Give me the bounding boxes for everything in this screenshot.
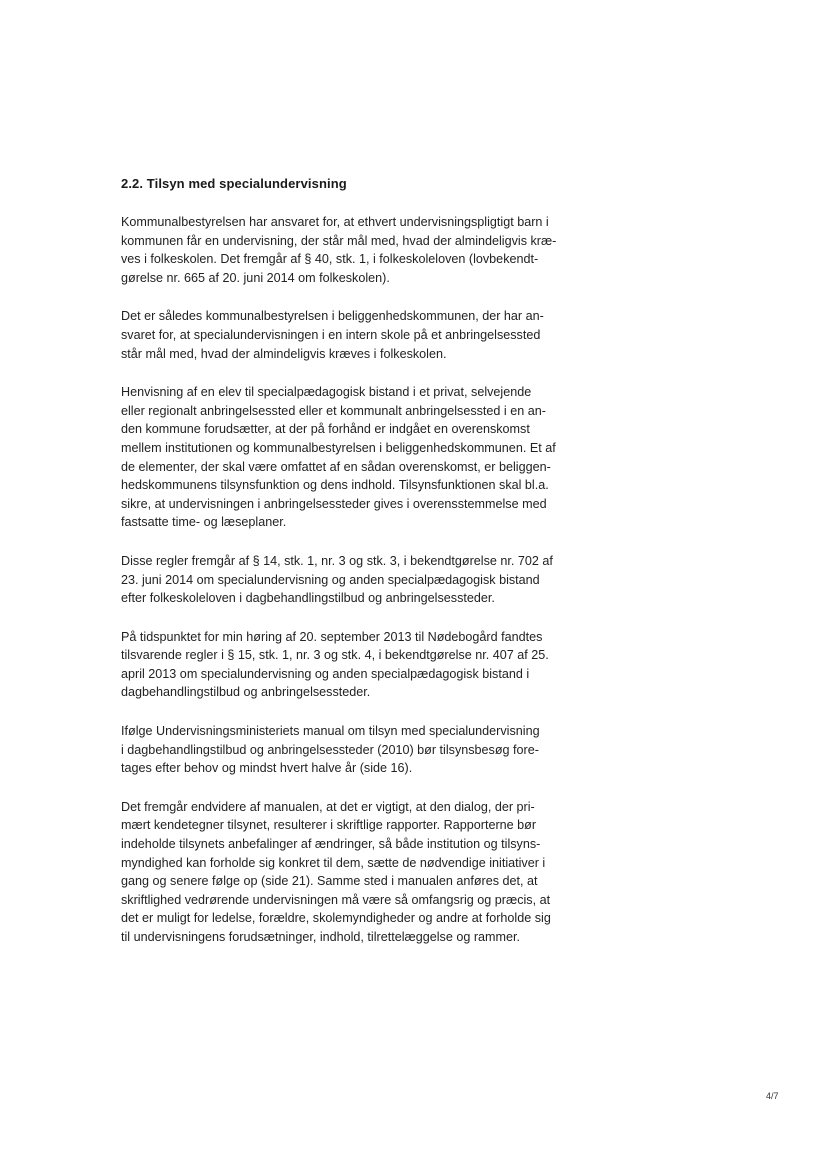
text-line: april 2013 om specialundervisning og anden specialpædagogisk bistand i (121, 666, 530, 681)
text-line: ves i folkeskolen. Det fremgår af § 40, stk. 1, i folkeskoleloven (lovbekendt- (121, 252, 539, 267)
text-line: Det er således kommunalbestyrelsen i beliggenhedskommunen, der har an- (121, 309, 544, 324)
text-line: gørelse nr. 665 af 20. juni 2014 om folkeskolen). (121, 270, 390, 285)
paragraph-5 (121, 628, 587, 702)
text-line: mært kendetegner tilsynet, resulterer i skriftlige rapporter. Rapporterne bør (121, 818, 537, 833)
text-line: det er muligt for ledelse, forældre, skolemyndigheder og andre at forholde sig (121, 911, 551, 926)
page-number: 4/7 (766, 1091, 779, 1101)
text-line: tages efter behov og mindst hvert halve år (side 16). (121, 761, 413, 776)
paragraph-4 (121, 552, 587, 608)
text-line: tilsvarende regler i § 15, stk. 1, nr. 3 og stk. 4, i bekendtgørelse nr. 407 af 25. (121, 648, 549, 663)
text-line: Det fremgår endvidere af manualen, at det er vigtigt, at den dialog, der pri- (121, 799, 535, 814)
text-line: 23. juni 2014 om specialundervisning og anden specialpædagogisk bistand (121, 572, 540, 587)
text-line: Disse regler fremgår af § 14, stk. 1, nr. 3 og stk. 3, i bekendtgørelse nr. 702 af (121, 553, 553, 568)
text-line: dagbehandlingstilbud og anbringelsessteder. (121, 685, 371, 700)
text-line: kommunen får en undervisning, der står mål med, hvad der almindeligvis kræ- (121, 233, 557, 248)
text-line: Kommunalbestyrelsen har ansvaret for, at ethvert undervisningspligtigt barn i (121, 215, 549, 229)
paragraph-7 (121, 798, 587, 947)
text-line: indeholde tilsynets anbefalinger af ændringer, så både institution og tilsyns- (121, 837, 541, 852)
text-line: Henvisning af en elev til specialpædagogisk bistand i et privat, selvejende (121, 385, 532, 400)
text-line: eller regionalt anbringelsessted eller et kommunalt anbringelsessted i en an- (121, 403, 546, 418)
paragraph-6 (121, 722, 587, 778)
text-line: svaret for, at specialundervisningen i en intern skole på et anbringelsessted (121, 327, 541, 342)
text-line: gang og senere følge op (side 21). Samme sted i manualen anføres det, at (121, 874, 538, 889)
text-line: Ifølge Undervisningsministeriets manual om tilsyn med specialundervisning (121, 724, 540, 739)
text-line: til undervisningens forudsætninger, indhold, tilrettelæggelse og rammer. (121, 930, 521, 944)
text-line: i dagbehandlingstilbud og anbringelsessteder (2010) bør tilsynsbesøg fore- (121, 742, 539, 757)
text-line: står mål med, hvad der almindeligvis kræves i folkeskolen. (121, 346, 447, 361)
text-line: hedskommunens tilsynsfunktion og dens indhold. Tilsynsfunktionen skal bl.a. (121, 478, 549, 493)
text-line: På tidspunktet for min høring af 20. september 2013 til Nødebogård fandtes (121, 629, 543, 644)
paragraph-2 (121, 307, 587, 363)
body-text (121, 213, 587, 967)
text-line: de elementer, der skal være omfattet af en sådan overenskomst, er beliggen- (121, 459, 551, 474)
text-line: den kommune forudsætter, at der på forhånd er indgået en overenskomst (121, 422, 530, 437)
text-line: sikre, at undervisningen i anbringelsessteder gives i overensstemmelse med (121, 496, 547, 511)
paragraph-3 (121, 383, 587, 532)
text-line: myndighed kan forholde sig konkret til dem, sætte de nødvendige initiativer i (121, 855, 546, 870)
text-line: fastsatte time- og læseplaner. (121, 515, 287, 530)
text-line: skriftlighed vedrørende undervisningen må være så omfangsrig og præcis, at (121, 892, 551, 907)
text-line: efter folkeskoleloven i dagbehandlingstilbud og anbringelsessteder. (121, 591, 495, 606)
section-heading: 2.2. Tilsyn med specialundervisning (121, 176, 347, 191)
text-line: mellem institutionen og kommunalbestyrelsen i beliggenhedskommunen. Et af (121, 440, 556, 455)
paragraph-1 (121, 213, 587, 287)
